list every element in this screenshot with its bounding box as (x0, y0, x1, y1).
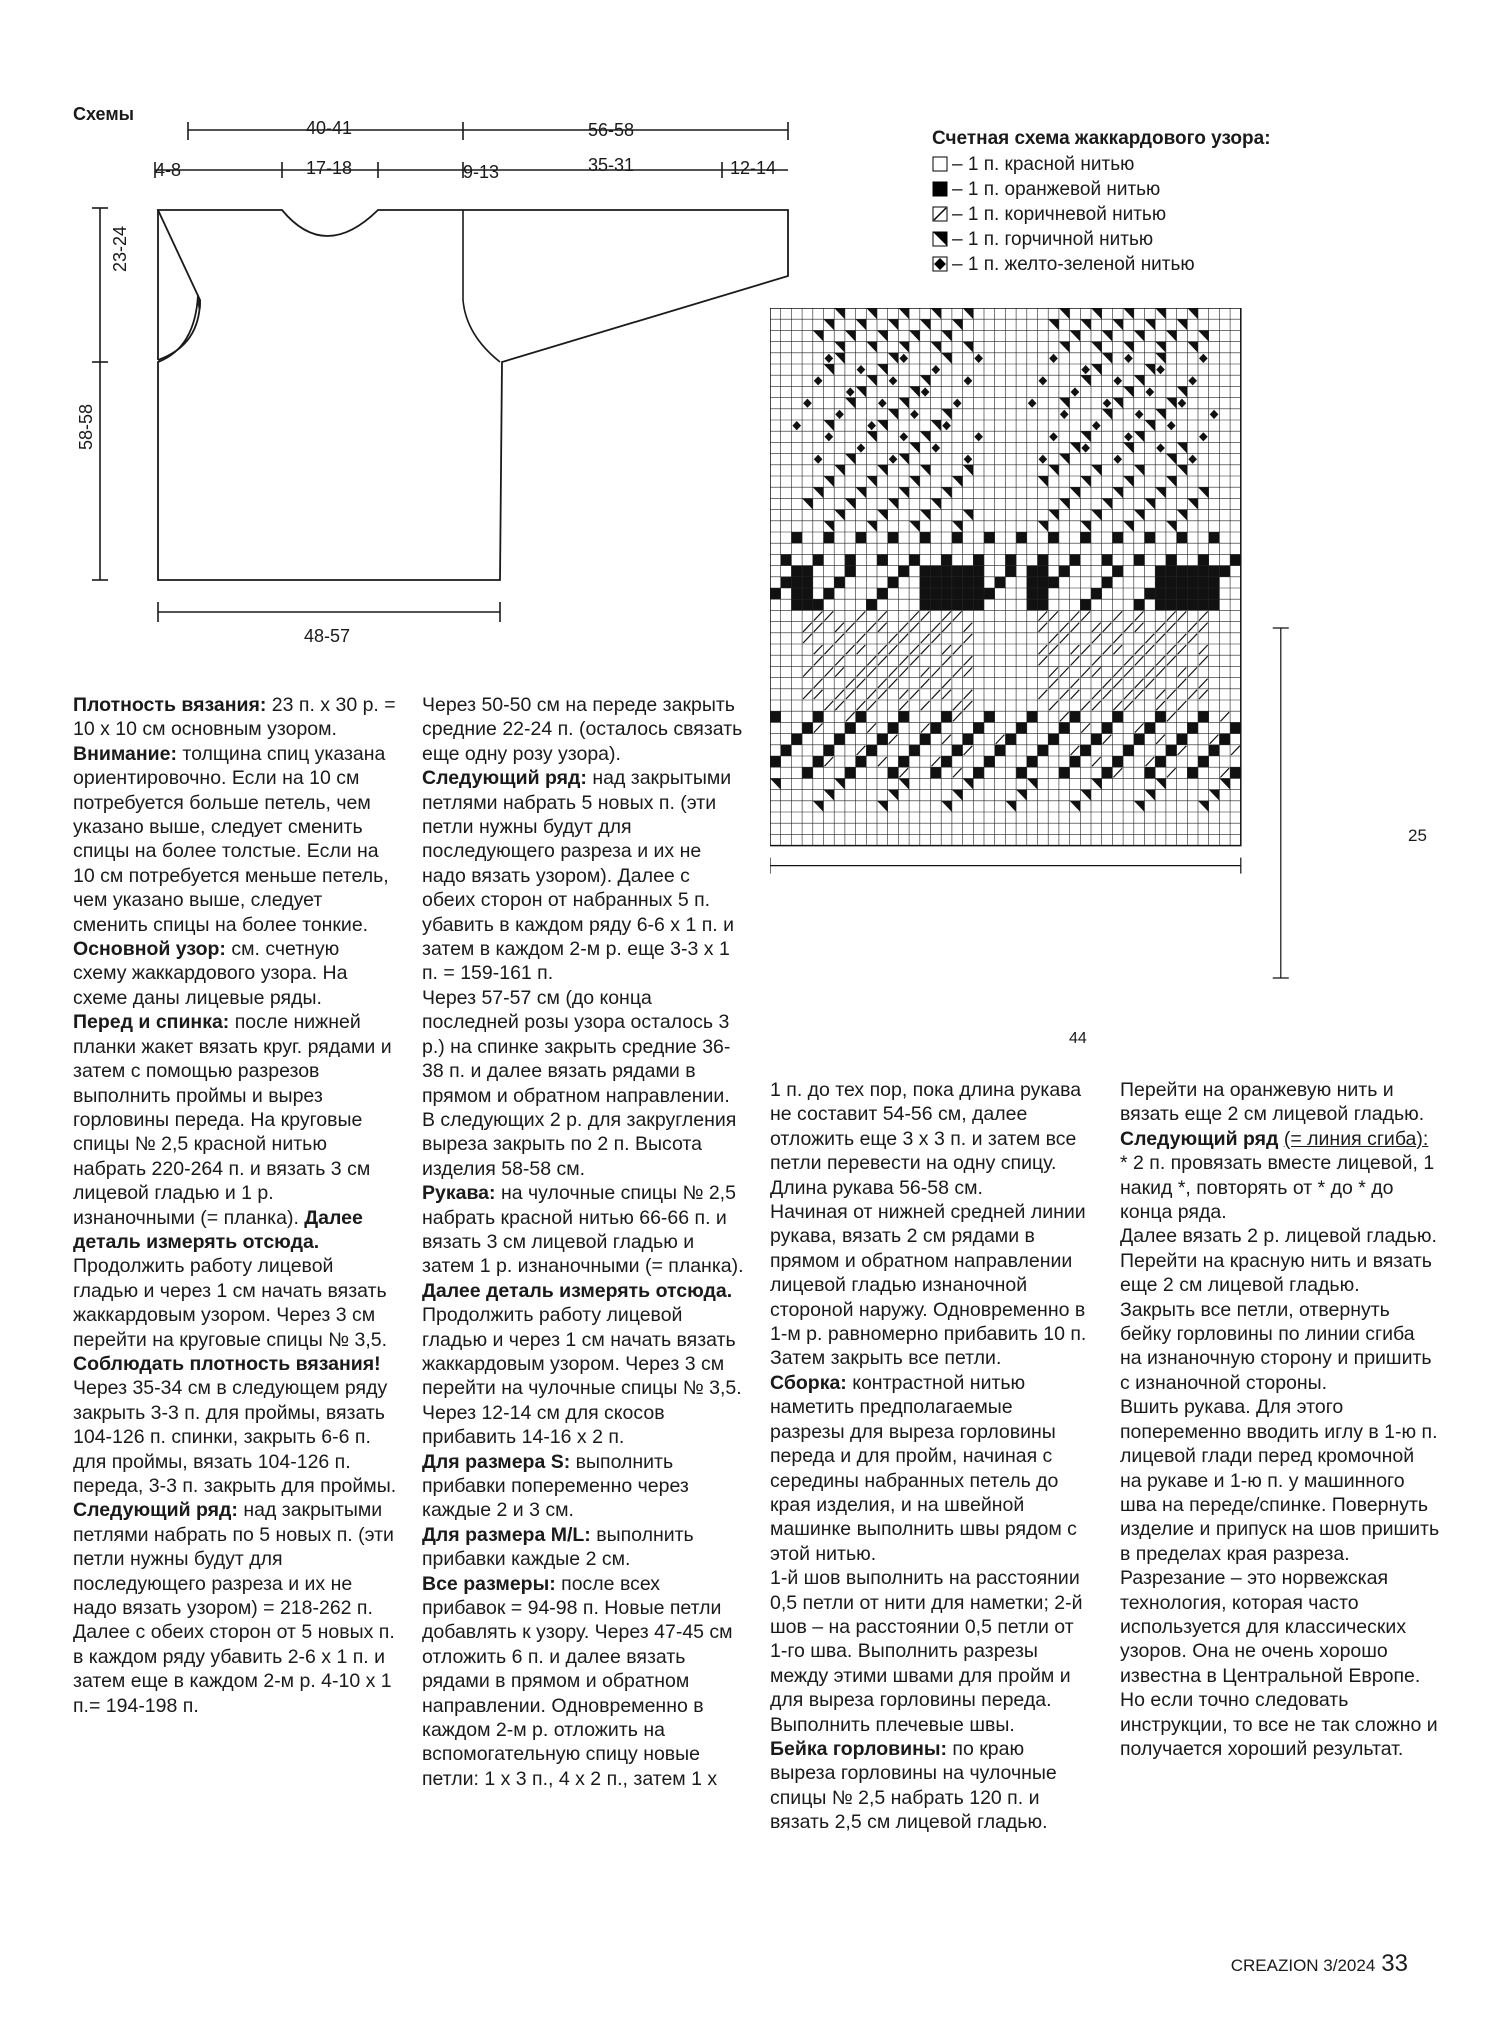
body-text: контрастной нитью наметить предполагаемые разрезы для выреза горловины переда и для пройм, начиная с середины набранных петель до края изделия, и на швейной машинке выполнить швы рядом с этой нитью. (770, 1371, 1077, 1565)
body-text: толщина спиц указана ориентировочно. Если на 10 см потребуется больше петель, чем указано выше, следует сменить спицы на более толстые. Если на 10 см потребуется меньше петель, чем указано выше, следует сменить спицы на более тонкие. (73, 742, 389, 936)
paragraph (73, 742, 398, 937)
emphasis-text: Далее деталь измерять отсюда. (422, 1279, 733, 1302)
paragraph (422, 766, 747, 986)
paragraph (73, 1254, 398, 1376)
dim-top-a: 40-41 (306, 118, 353, 138)
body-text: Начиная от нижней средней линии рукава, вязать 2 см рядами в прямом и обратном направлении лицевой гладью изнаночной стороной наружу. Одновременно в 1-м р. равномерно прибавить 10 п. (770, 1201, 1087, 1346)
section-heading: Все размеры: (422, 1572, 556, 1595)
legend-item-orange: – 1 п. оранжевой нитью (932, 178, 1160, 202)
text-column-2 (422, 693, 747, 1791)
page-number: 33 (1381, 1950, 1408, 1977)
body-text: Через 57-57 см (до конца последней розы узора осталось 3 р.) на спинке закрыть средние 36-38 п. и далее вязать рядами в прямом и обратном направлении. (422, 986, 731, 1107)
body-text: 23 п. х 30 р. = 10 х 10 см основным узором. (73, 694, 396, 741)
legend-item-yellowgreen: – 1 п. желто-зеленой нитью (932, 253, 1195, 277)
paragraph (422, 1523, 747, 1572)
paragraph (770, 1346, 1090, 1370)
legend-item-red: – 1 п. красной нитью (932, 153, 1134, 177)
paragraph (770, 1566, 1090, 1737)
diamond-square-icon (932, 256, 948, 272)
body-text: над закрытыми петлями набрать по 5 новых п. (эти петли нужны будут для последующего разреза и их не надо вязать узором) = 218-262 п. (73, 1499, 394, 1620)
paragraph (770, 1200, 1090, 1346)
body-text: Через 50-50 см на переде закрыть средние 22-24 п. (осталось связать еще одну розу узора). (422, 694, 743, 765)
section-heading: Для размера S: (422, 1450, 571, 1473)
paragraph (1120, 1078, 1440, 1127)
body-text: Продолжить работу лицевой гладью и через 1 см начать вязать жаккардовым узором. Через 3 см перейти на круговые спицы № 3,5. (73, 1255, 387, 1351)
garment-armhole (0, 0, 800, 660)
chart-height-label: 25 (1408, 826, 1427, 845)
paragraph (73, 1376, 398, 1498)
jacquard-chart (770, 308, 1400, 1038)
paragraph (1120, 1224, 1440, 1248)
paragraph (73, 937, 398, 1010)
body-text: выполнить прибавки попеременно через каждые 2 и 3 см. (422, 1450, 689, 1522)
section-heading: Следующий ряд: (422, 767, 587, 790)
body-text: Вшить рукава. Для этого попеременно вводить иглу в 1-ю п. лицевой глади перед кромочной на рукаве и 1-ю п. у машинного шва на переде/спинке. Повернуть изделие и припуск на шов пришить в пределах края разреза. (1120, 1396, 1440, 1565)
paragraph (422, 1401, 747, 1450)
emphasis-text: Соблюдать плотность вязания! (73, 1352, 381, 1375)
section-heading: Следующий ряд (1120, 1127, 1279, 1150)
legend-title: Счетная схема жаккардового узора: (932, 128, 1271, 149)
paragraph (422, 1450, 747, 1523)
slash-square-icon (932, 206, 948, 222)
dim-top-b: 56-58 (588, 120, 635, 140)
dim-mid-e: 12-14 (730, 158, 777, 178)
body-text: после нижней планки жакет вязать круг. рядами и затем с помощью разрезов выполнить проймы и вырез горловины переда. На круговые спицы № 2,5 красной нитью набрать 220-264 п. и вязать 3 см лицевой гладью и 1 р. изнаночными (= планка). (73, 1011, 392, 1229)
section-heading: Основной узор: (73, 938, 226, 961)
paragraph (422, 1303, 747, 1401)
dim-side-b: 58-58 (76, 403, 96, 450)
dim-mid-d: 35-31 (588, 155, 635, 175)
paragraph (73, 1010, 398, 1254)
body-text: после всех прибавок = 94-98 п. Новые петли добавлять к узору. Через 47-45 см отложить 6 п. и далее вязать рядами в прямом и обратном направлении. Одновременно в каждом 2-м р. отложить на вспомогательную спицу новые петли: 1 х 3 п., 4 х 2 п., затем 1 х (422, 1572, 733, 1790)
legend-item-brown: – 1 п. коричневой нитью (932, 203, 1166, 227)
body-text: Через 35-34 см в следующем ряду закрыть 3-3 п. для проймы, вязать 104-126 п. спинки, закрыть 6-6 п. для проймы, вязать 104-126 п. переда, 3-3 п. закрыть для проймы. (73, 1377, 397, 1497)
body-text: Разрезание – это норвежская технология, которая часто используется для классических узоров. Она не очень хорошо известна в Центральной Европе. Но если точно следовать инструкции, то все не так сложно и получается хороший результат. (1120, 1567, 1438, 1760)
dim-mid-b: 17-18 (306, 158, 353, 178)
text-column-1 (73, 693, 398, 1718)
triangle-square-icon (932, 231, 948, 247)
body-text: В следующих 2 р. для закругления выреза закрыть по 2 п. Высота изделия 58-58 см. (422, 1108, 737, 1180)
section-heading: Для размера M/L: (422, 1523, 591, 1546)
paragraph (422, 986, 747, 1108)
text-column-3 (770, 1078, 1090, 1835)
dim-bottom: 48-57 (304, 626, 351, 646)
page-footer (1231, 1950, 1408, 1978)
body-text: Далее с обеих сторон от 5 новых п. в каждом ряду убавить 2-6 х 1 п. и затем еще в каждом 2-м р. 4-10 х 1 п.= 194-198 п. (73, 1621, 395, 1717)
body-text: на чулочные спицы № 2,5 набрать красной нитью 66-66 п. и вязать 3 см лицевой гладью и затем 1 р. изнаночными (= планка). (422, 1182, 744, 1278)
text-column-4 (1120, 1078, 1440, 1761)
empty-square-icon (932, 156, 948, 172)
chart-width-label: 44 (1066, 1030, 1090, 1048)
paragraph (73, 693, 398, 742)
paragraph (770, 1737, 1090, 1835)
body-text: Далее вязать 2 р. лицевой гладью. (1120, 1225, 1437, 1248)
body-text: Через 12-14 см для скосов прибавить 14-16 х 2 п. (422, 1401, 665, 1449)
body-text: Перейти на красную нить и вязать еще 2 см лицевой гладью. (1120, 1249, 1432, 1297)
paragraph (73, 1620, 398, 1718)
section-heading: Рукава: (422, 1182, 496, 1205)
paragraph (770, 1078, 1090, 1200)
body-text: 1 п. до тех пор, пока длина рукава не составит 54-56 см, далее отложить еще 3 х 3 п. и затем все петли перевести на одну спицу. Длина рукава 56-58 см. (770, 1079, 1082, 1199)
paragraph (1120, 1249, 1440, 1298)
legend-item-mustard: – 1 п. горчичной нитью (932, 228, 1153, 252)
dim-mid-a: 4-8 (155, 160, 182, 180)
section-heading: Бейка горловины: (770, 1737, 948, 1760)
paragraph (422, 1572, 747, 1792)
underlined-text: (= линия сгиба): (1283, 1127, 1429, 1150)
paragraph (1120, 1298, 1440, 1396)
body-text: * 2 п. провязать вместе лицевой, 1 накид *, повторять от * до * до конца ряда. (1120, 1152, 1435, 1224)
dim-side-a: 23-24 (110, 225, 130, 272)
body-text: над закрытыми петлями набрать 5 новых п. (эти петли нужны будут для последующего разреза и их не надо вязать узором). Далее с обеих сторон от набранных 5 п. убавить в каждом ряду 6-6 х 1 п. и затем в каждом 2-м р. еще 3-3 х 1 п. = 159-161 п. (422, 767, 735, 985)
paragraph (422, 1108, 747, 1181)
section-heading: Плотность вязания: (73, 694, 267, 716)
section-heading: Следующий ряд: (73, 1499, 238, 1522)
paragraph (1120, 1395, 1440, 1566)
paragraph (422, 1181, 747, 1303)
paragraph (1120, 1127, 1440, 1225)
body-text: выполнить прибавки каждые 2 см. (422, 1523, 694, 1571)
paragraph (1120, 1566, 1440, 1761)
body-text: Продолжить работу лицевой гладью и через 1 см начать вязать жаккардовым узором. Через 3 см перейти на чулочные спицы № 3,5. (422, 1304, 742, 1400)
body-text: см. счетную схему жаккардового узора. На схеме даны лицевые ряды. (73, 938, 348, 1009)
body-text: 1-й шов выполнить на расстоянии 0,5 петли от нити для наметки; 2-й шов – на расстоянии 0,5 петли от 1-го шва. Выполнить разрезы между этими швами для пройм и для выреза горловины переда. Выполнить плечевые швы. (770, 1567, 1083, 1736)
filled-square-icon (932, 181, 948, 197)
body-text: Перейти на оранжевую нить и вязать еще 2 см лицевой гладью. (1120, 1079, 1425, 1126)
section-heading: Перед и спинка: (73, 1011, 230, 1034)
paragraph (770, 1371, 1090, 1566)
paragraph (422, 693, 747, 766)
body-text: Закрыть все петли, отвернуть бейку горловины по линии сгиба на изнаночную сторону и пришить с изнаночной стороны. (1120, 1298, 1432, 1394)
emphasis-text: Далее деталь измерять отсюда. (73, 1206, 363, 1253)
body-text: Затем закрыть все петли. (770, 1347, 1002, 1370)
dim-mid-c: 9-13 (463, 162, 500, 182)
section-heading: Сборка: (770, 1371, 847, 1394)
body-text: по краю выреза горловины на чулочные спицы № 2,5 набрать 120 п. и вязать 2,5 см лицевой гладью. (770, 1737, 1057, 1834)
section-heading: Внимание: (73, 742, 177, 765)
schema-title: Схемы (73, 104, 135, 124)
paragraph (73, 1498, 398, 1620)
magazine-issue: CREAZION 3/2024 (1230, 1956, 1376, 1975)
